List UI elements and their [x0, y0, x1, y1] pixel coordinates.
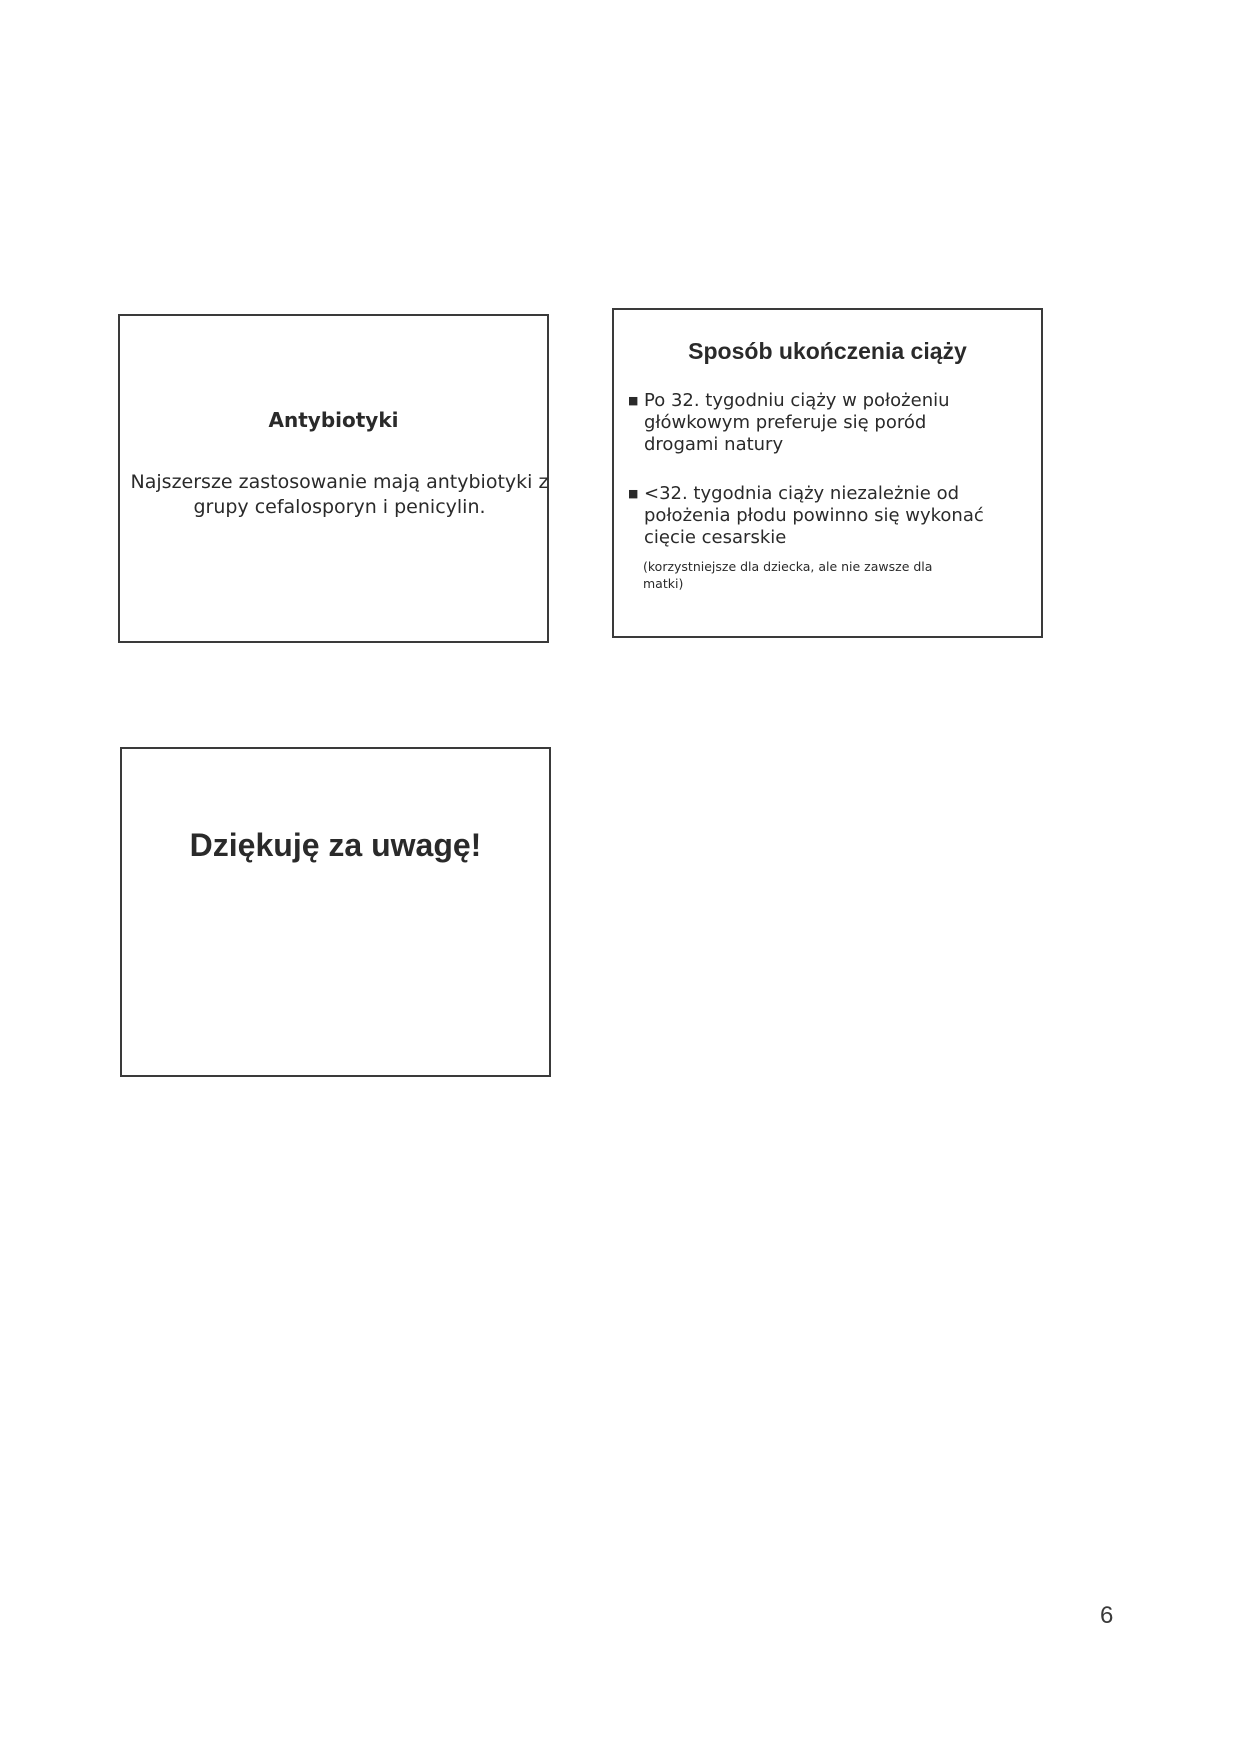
bullet-square-icon: ■	[628, 394, 639, 407]
bullet-line: położenia płodu powinno się wykonać	[644, 505, 984, 526]
slide-title: Dziękuję za uwagę!	[189, 827, 482, 863]
bullet-square-icon: ■	[628, 487, 639, 500]
slide-title: Antybiotyki	[268, 408, 399, 432]
bullet-item	[628, 483, 1027, 549]
note-line: matki)	[643, 576, 684, 591]
body-line: grupy cefalosporyn i penicylin.	[193, 496, 486, 518]
bullet-line: cięcie cesarskie	[644, 527, 787, 548]
bullet-line: Po 32. tygodniu ciąży w położeniu	[644, 390, 950, 411]
slide-body-text	[122, 470, 557, 520]
slide-title: Sposób ukończenia ciąży	[688, 338, 967, 364]
bullet-line: <32. tygodnia ciąży niezależnie od	[644, 483, 960, 504]
slide-antybiotyki	[118, 314, 549, 643]
bullet-item	[628, 390, 1027, 456]
bullet-line: drogami natury	[644, 434, 784, 455]
body-line: Najszersze zastosowanie mają antybiotyki z	[130, 471, 549, 493]
note-line: (korzystniejsze dla dziecka, ale nie zawsze dla	[643, 559, 933, 574]
bullet-line: główkowym preferuje się poród	[644, 412, 927, 433]
slide-podziekowanie	[120, 747, 551, 1077]
page-number: 6	[1100, 1602, 1114, 1629]
slide-note	[643, 558, 1001, 592]
slide-sposob-ukonczenia-ciazy	[612, 308, 1043, 638]
